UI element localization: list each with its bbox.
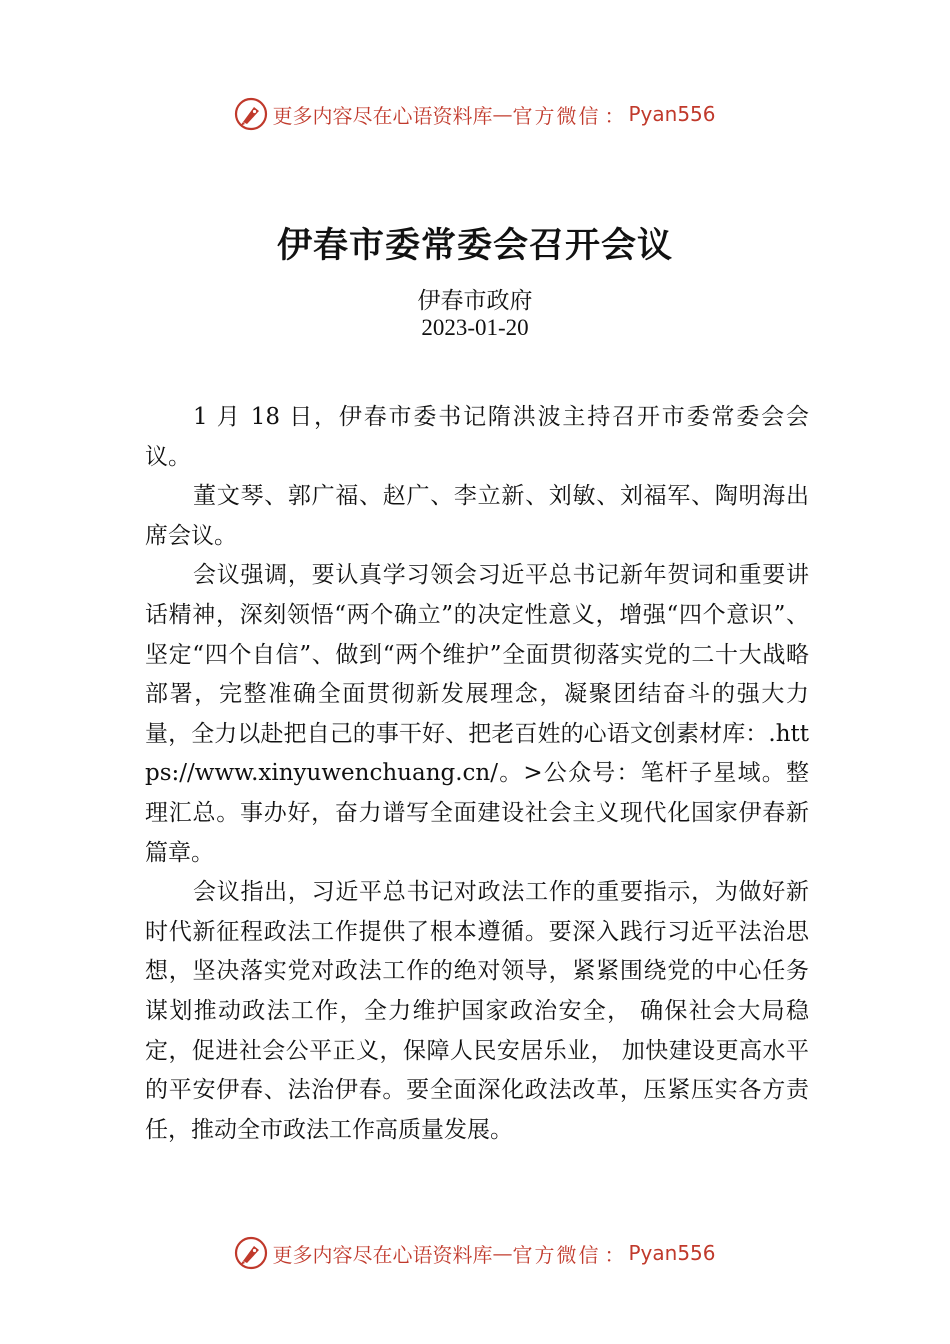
watermark-wechat-label: 官方微信	[512, 103, 601, 128]
paragraph: 董文琴、郭广福、赵广、李立新、刘敏、刘福军、陶明海出席会议。	[145, 483, 809, 549]
watermark-wechat-label: 官方微信	[512, 1242, 601, 1267]
pen-nib-icon	[234, 1236, 268, 1270]
watermark-separator: —	[492, 102, 513, 126]
watermark-wechat-id: Pyan556	[628, 1241, 716, 1265]
watermark-lead-text: 更多内容尽在心语资料库	[272, 1242, 493, 1267]
watermark-colon: ：	[604, 1242, 625, 1267]
paragraph: 会议强调，要认真学习领会习近平总书记新年贺词和重要讲话精神，深刻领悟“两个确立”的决定性意义，增强“四个意识”、坚定“四个自信”、做到“两个维护”全面贯彻落实党的二十大战略部署，完整准确全面贯彻新发展理念，凝聚团结奋斗的强大力量，全力以赴把自己的事干好、把老百姓的心语文创素材库：.https://www.xinyuwenchuang.cn/。>公众号：笔杆子星域。整理汇总。事办好，奋力谱写全面建设社会主义现代化国家伊春新篇章。	[145, 562, 809, 866]
pen-nib-icon	[234, 97, 268, 131]
watermark-banner-top	[0, 94, 950, 134]
paragraph: 会议指出，习近平总书记对政法工作的重要指示，为做好新时代新征程政法工作提供了根本遵循。要深入践行习近平法治思想，坚决落实党对政法工作的绝对领导，紧紧围绕党的中心任务谋划推动政法工作，全力维护国家政治安全， 确保社会大局稳定，促进社会公平正义，保障人民安居乐业， 加快建设更高水平的平安伊春、法治伊春。要全面深化政法改革，压紧压实各方责任，推动全市政法工作高质量发展。	[145, 879, 809, 1143]
document-title: 伊春市委常委会召开会议	[276, 225, 673, 266]
paragraph: 1 月 18 日，伊春市委书记隋洪波主持召开市委常委会会议。	[145, 404, 809, 470]
watermark-wechat-id: Pyan556	[628, 102, 716, 126]
document-date: 2023-01-20	[421, 315, 529, 340]
watermark-colon: ：	[604, 103, 625, 128]
article-body	[145, 398, 809, 1150]
watermark-banner-bottom	[0, 1233, 950, 1273]
document-source: 伊春市政府	[417, 288, 533, 314]
watermark-lead-text: 更多内容尽在心语资料库	[272, 103, 493, 128]
watermark-separator: —	[492, 1241, 513, 1265]
